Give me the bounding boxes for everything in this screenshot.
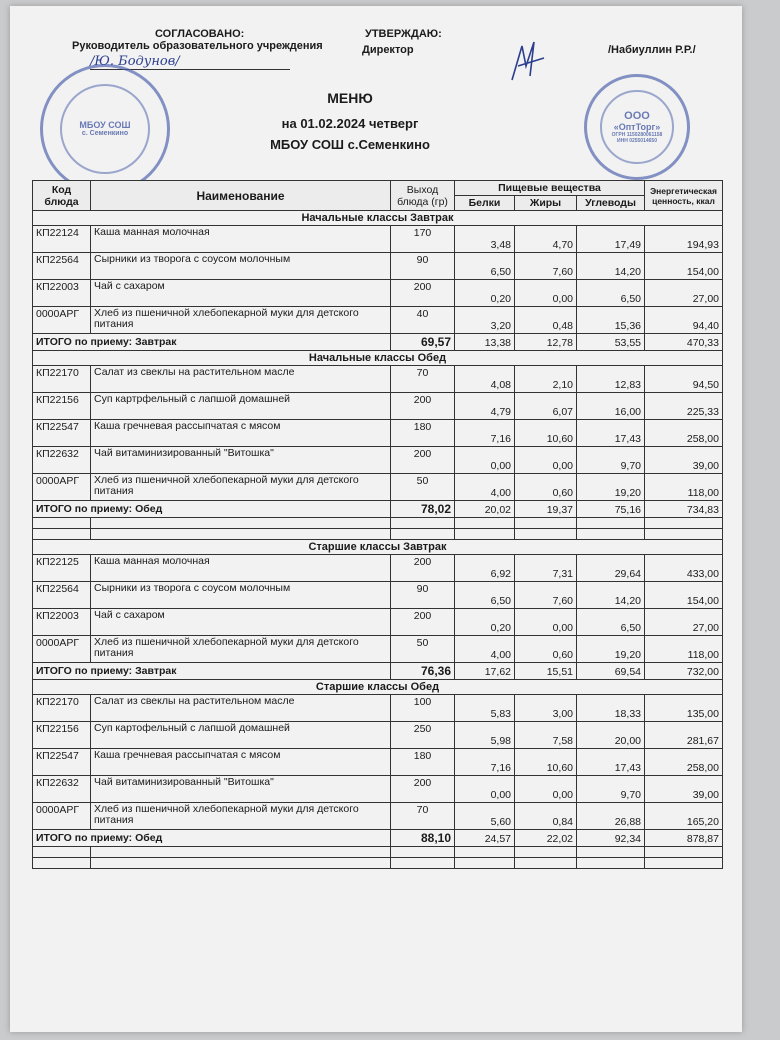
total-output: 76,36: [391, 663, 455, 680]
dish-energy: 154,00: [645, 582, 723, 609]
empty-cell: [577, 529, 645, 540]
dish-code: КП22632: [33, 776, 91, 803]
empty-cell: [33, 529, 91, 540]
total-energy: 734,83: [645, 501, 723, 518]
dish-energy: 118,00: [645, 636, 723, 663]
confirm-name: /Набиуллин Р.Р./: [608, 44, 696, 56]
dish-name: Хлеб из пшеничной хлебопекарной муки для детского питания: [91, 474, 391, 501]
dish-name: Суп картофельный с лапшой домашней: [91, 722, 391, 749]
col-output: Выход блюда (гр): [391, 181, 455, 211]
dish-code: КП22125: [33, 555, 91, 582]
table-row: [33, 582, 723, 609]
dish-output: 250: [391, 722, 455, 749]
empty-cell: [645, 529, 723, 540]
total-output: 78,02: [391, 501, 455, 518]
dish-output: 200: [391, 555, 455, 582]
dish-carbs: 9,70: [577, 447, 645, 474]
total-fat: 12,78: [515, 334, 577, 351]
total-carbs: 69,54: [577, 663, 645, 680]
dish-carbs: 14,20: [577, 253, 645, 280]
dish-code: КП22632: [33, 447, 91, 474]
table-row: [33, 776, 723, 803]
dish-fat: 0,00: [515, 447, 577, 474]
dish-carbs: 26,88: [577, 803, 645, 830]
dish-fat: 0,00: [515, 776, 577, 803]
dish-carbs: 17,43: [577, 749, 645, 776]
dish-carbs: 17,49: [577, 226, 645, 253]
dish-protein: 6,50: [455, 582, 515, 609]
total-carbs: 75,16: [577, 501, 645, 518]
dish-energy: 258,00: [645, 420, 723, 447]
table-row: [33, 366, 723, 393]
total-energy: 732,00: [645, 663, 723, 680]
empty-cell: [91, 518, 391, 529]
school-stamp-line1: МБОУ СОШ: [79, 120, 131, 131]
total-label: ИТОГО по приему: Завтрак: [33, 334, 391, 351]
empty-cell: [455, 529, 515, 540]
dish-fat: 2,10: [515, 366, 577, 393]
dish-carbs: 19,20: [577, 636, 645, 663]
dish-code: КП22156: [33, 722, 91, 749]
dish-output: 170: [391, 226, 455, 253]
empty-cell: [515, 518, 577, 529]
menu-title: МЕНЮ: [327, 90, 373, 106]
dish-fat: 3,00: [515, 695, 577, 722]
dish-carbs: 20,00: [577, 722, 645, 749]
empty-cell: [645, 518, 723, 529]
empty-cell: [577, 518, 645, 529]
empty-cell: [645, 858, 723, 869]
dish-protein: 3,48: [455, 226, 515, 253]
company-stamp-line4: ИНН 0255014650: [616, 138, 657, 144]
total-row: [33, 501, 723, 518]
dish-protein: 0,00: [455, 447, 515, 474]
director-signature: [508, 36, 548, 91]
dish-carbs: 19,20: [577, 474, 645, 501]
dish-carbs: 6,50: [577, 280, 645, 307]
dish-fat: 10,60: [515, 420, 577, 447]
section-header: [33, 351, 723, 366]
dish-carbs: 12,83: [577, 366, 645, 393]
dish-protein: 7,16: [455, 749, 515, 776]
total-row: [33, 830, 723, 847]
menu-date: на 01.02.2024 четверг: [281, 116, 419, 131]
total-fat: 15,51: [515, 663, 577, 680]
dish-carbs: 29,64: [577, 555, 645, 582]
empty-row: [33, 529, 723, 540]
dish-carbs: 14,20: [577, 582, 645, 609]
empty-cell: [455, 847, 515, 858]
total-label: ИТОГО по приему: Обед: [33, 830, 391, 847]
dish-name: Каша манная молочная: [91, 226, 391, 253]
dish-fat: 7,60: [515, 582, 577, 609]
dish-energy: 135,00: [645, 695, 723, 722]
dish-name: Хлеб из пшеничной хлебопекарной муки для детского питания: [91, 636, 391, 663]
menu-body: [33, 211, 723, 869]
dish-fat: 7,58: [515, 722, 577, 749]
total-row: [33, 663, 723, 680]
dish-energy: 258,00: [645, 749, 723, 776]
dish-output: 50: [391, 636, 455, 663]
dish-output: 200: [391, 609, 455, 636]
menu-sheet: [10, 6, 742, 1032]
total-label: ИТОГО по приему: Обед: [33, 501, 391, 518]
approved-signature: /Ю. Бодунов/: [90, 54, 290, 70]
dish-code: КП22547: [33, 749, 91, 776]
dish-energy: 39,00: [645, 776, 723, 803]
dish-code: КП22124: [33, 226, 91, 253]
dish-output: 40: [391, 307, 455, 334]
total-row: [33, 334, 723, 351]
approved-role: Руководитель образовательного учреждения: [72, 40, 323, 52]
dish-fat: 0,60: [515, 474, 577, 501]
dish-name: Сырники из творога с соусом молочным: [91, 253, 391, 280]
empty-cell: [455, 518, 515, 529]
dish-code: 0000АРГ: [33, 803, 91, 830]
menu-table: [32, 180, 723, 869]
dish-code: КП22003: [33, 280, 91, 307]
dish-fat: 4,70: [515, 226, 577, 253]
dish-protein: 7,16: [455, 420, 515, 447]
table-row: [33, 420, 723, 447]
dish-name: Каша гречневая рассыпчатая с мясом: [91, 420, 391, 447]
section-title: Старшие классы Обед: [33, 680, 723, 695]
dish-fat: 7,60: [515, 253, 577, 280]
dish-fat: 0,48: [515, 307, 577, 334]
dish-output: 100: [391, 695, 455, 722]
dish-name: Салат из свеклы на растительном масле: [91, 695, 391, 722]
menu-school: МБОУ СОШ с.Семенкино: [270, 137, 430, 152]
table-row: [33, 226, 723, 253]
dish-energy: 165,20: [645, 803, 723, 830]
dish-fat: 7,31: [515, 555, 577, 582]
dish-name: Чай с сахаром: [91, 280, 391, 307]
total-label: ИТОГО по приему: Завтрак: [33, 663, 391, 680]
company-stamp-line3: ОГРН 1150280061158: [611, 132, 663, 138]
dish-fat: 0,00: [515, 609, 577, 636]
empty-cell: [91, 529, 391, 540]
total-protein: 24,57: [455, 830, 515, 847]
dish-code: КП22170: [33, 366, 91, 393]
dish-carbs: 9,70: [577, 776, 645, 803]
table-row: [33, 280, 723, 307]
section-title: Начальные классы Завтрак: [33, 211, 723, 226]
table-row: [33, 393, 723, 420]
approved-label: СОГЛАСОВАНО:: [155, 28, 245, 40]
dish-protein: 0,20: [455, 609, 515, 636]
empty-cell: [33, 847, 91, 858]
dish-name: Чай витаминизированный "Витошка": [91, 447, 391, 474]
dish-output: 200: [391, 393, 455, 420]
empty-cell: [515, 858, 577, 869]
dish-code: КП22156: [33, 393, 91, 420]
empty-cell: [33, 518, 91, 529]
col-code: Код блюда: [33, 181, 91, 211]
dish-protein: 0,00: [455, 776, 515, 803]
table-row: [33, 609, 723, 636]
col-carbs: Углеводы: [577, 196, 645, 211]
empty-cell: [91, 847, 391, 858]
dish-code: КП22564: [33, 582, 91, 609]
dish-output: 200: [391, 447, 455, 474]
dish-carbs: 18,33: [577, 695, 645, 722]
col-energy: Энергетическая ценность, ккал: [645, 181, 723, 211]
dish-energy: 194,93: [645, 226, 723, 253]
total-fat: 22,02: [515, 830, 577, 847]
dish-protein: 4,79: [455, 393, 515, 420]
col-nutrients: Пищевые вещества: [455, 181, 645, 196]
dish-carbs: 16,00: [577, 393, 645, 420]
col-protein: Белки: [455, 196, 515, 211]
company-stamp-line2: «ОптТорг»: [613, 122, 661, 132]
empty-cell: [33, 858, 91, 869]
section-header: [33, 211, 723, 226]
empty-cell: [577, 858, 645, 869]
confirm-role: Директор: [362, 44, 414, 56]
dish-protein: 6,50: [455, 253, 515, 280]
dish-energy: 281,67: [645, 722, 723, 749]
dish-fat: 0,84: [515, 803, 577, 830]
dish-code: КП22547: [33, 420, 91, 447]
dish-protein: 5,60: [455, 803, 515, 830]
dish-output: 200: [391, 776, 455, 803]
total-carbs: 53,55: [577, 334, 645, 351]
dish-energy: 27,00: [645, 609, 723, 636]
dish-output: 50: [391, 474, 455, 501]
table-row: [33, 722, 723, 749]
total-protein: 13,38: [455, 334, 515, 351]
dish-output: 90: [391, 253, 455, 280]
empty-row: [33, 858, 723, 869]
dish-output: 180: [391, 749, 455, 776]
empty-cell: [391, 529, 455, 540]
total-energy: 470,33: [645, 334, 723, 351]
dish-code: 0000АРГ: [33, 474, 91, 501]
empty-cell: [515, 847, 577, 858]
dish-code: КП22170: [33, 695, 91, 722]
dish-energy: 433,00: [645, 555, 723, 582]
dish-name: Каша гречневая рассыпчатая с мясом: [91, 749, 391, 776]
dish-output: 180: [391, 420, 455, 447]
empty-cell: [91, 858, 391, 869]
dish-fat: 10,60: [515, 749, 577, 776]
dish-carbs: 6,50: [577, 609, 645, 636]
dish-protein: 0,20: [455, 280, 515, 307]
dish-name: Хлеб из пшеничной хлебопекарной муки для детского питания: [91, 803, 391, 830]
empty-cell: [577, 847, 645, 858]
dish-protein: 3,20: [455, 307, 515, 334]
dish-output: 70: [391, 803, 455, 830]
dish-output: 90: [391, 582, 455, 609]
dish-protein: 5,83: [455, 695, 515, 722]
dish-name: Сырники из творога с соусом молочным: [91, 582, 391, 609]
dish-code: 0000АРГ: [33, 636, 91, 663]
empty-cell: [455, 858, 515, 869]
section-header: [33, 540, 723, 555]
dish-fat: 0,60: [515, 636, 577, 663]
empty-cell: [391, 847, 455, 858]
col-fat: Жиры: [515, 196, 577, 211]
total-output: 69,57: [391, 334, 455, 351]
dish-energy: 94,40: [645, 307, 723, 334]
dish-output: 70: [391, 366, 455, 393]
table-row: [33, 803, 723, 830]
dish-code: КП22564: [33, 253, 91, 280]
table-row: [33, 636, 723, 663]
dish-energy: 39,00: [645, 447, 723, 474]
section-title: Начальные классы Обед: [33, 351, 723, 366]
dish-energy: 154,00: [645, 253, 723, 280]
dish-energy: 94,50: [645, 366, 723, 393]
dish-code: КП22003: [33, 609, 91, 636]
dish-name: Чай витаминизированный "Витошка": [91, 776, 391, 803]
table-row: [33, 474, 723, 501]
col-name: Наименование: [91, 181, 391, 211]
empty-row: [33, 847, 723, 858]
dish-name: Салат из свеклы на растительном масле: [91, 366, 391, 393]
section-title: Старшие классы Завтрак: [33, 540, 723, 555]
table-row: [33, 253, 723, 280]
dish-protein: 4,08: [455, 366, 515, 393]
dish-output: 200: [391, 280, 455, 307]
table-row: [33, 749, 723, 776]
dish-name: Чай с сахаром: [91, 609, 391, 636]
dish-fat: 0,00: [515, 280, 577, 307]
empty-cell: [515, 529, 577, 540]
dish-carbs: 15,36: [577, 307, 645, 334]
empty-row: [33, 518, 723, 529]
dish-code: 0000АРГ: [33, 307, 91, 334]
dish-name: Суп картрфельный с лапшой домашней: [91, 393, 391, 420]
dish-energy: 225,33: [645, 393, 723, 420]
dish-energy: 118,00: [645, 474, 723, 501]
section-header: [33, 680, 723, 695]
dish-name: Хлеб из пшеничной хлебопекарной муки для детского питания: [91, 307, 391, 334]
table-row: [33, 307, 723, 334]
dish-protein: 6,92: [455, 555, 515, 582]
empty-cell: [391, 518, 455, 529]
total-protein: 20,02: [455, 501, 515, 518]
total-output: 88,10: [391, 830, 455, 847]
dish-energy: 27,00: [645, 280, 723, 307]
dish-protein: 5,98: [455, 722, 515, 749]
empty-cell: [645, 847, 723, 858]
table-row: [33, 447, 723, 474]
dish-fat: 6,07: [515, 393, 577, 420]
table-row: [33, 555, 723, 582]
company-stamp-line1: ООО: [624, 110, 650, 122]
total-energy: 878,87: [645, 830, 723, 847]
dish-protein: 4,00: [455, 474, 515, 501]
table-row: [33, 695, 723, 722]
total-fat: 19,37: [515, 501, 577, 518]
dish-name: Каша манная молочная: [91, 555, 391, 582]
empty-cell: [391, 858, 455, 869]
school-stamp-line2: с. Семенкино: [81, 130, 129, 138]
total-protein: 17,62: [455, 663, 515, 680]
dish-carbs: 17,43: [577, 420, 645, 447]
total-carbs: 92,34: [577, 830, 645, 847]
dish-protein: 4,00: [455, 636, 515, 663]
confirm-label: УТВЕРЖДАЮ:: [365, 28, 442, 40]
